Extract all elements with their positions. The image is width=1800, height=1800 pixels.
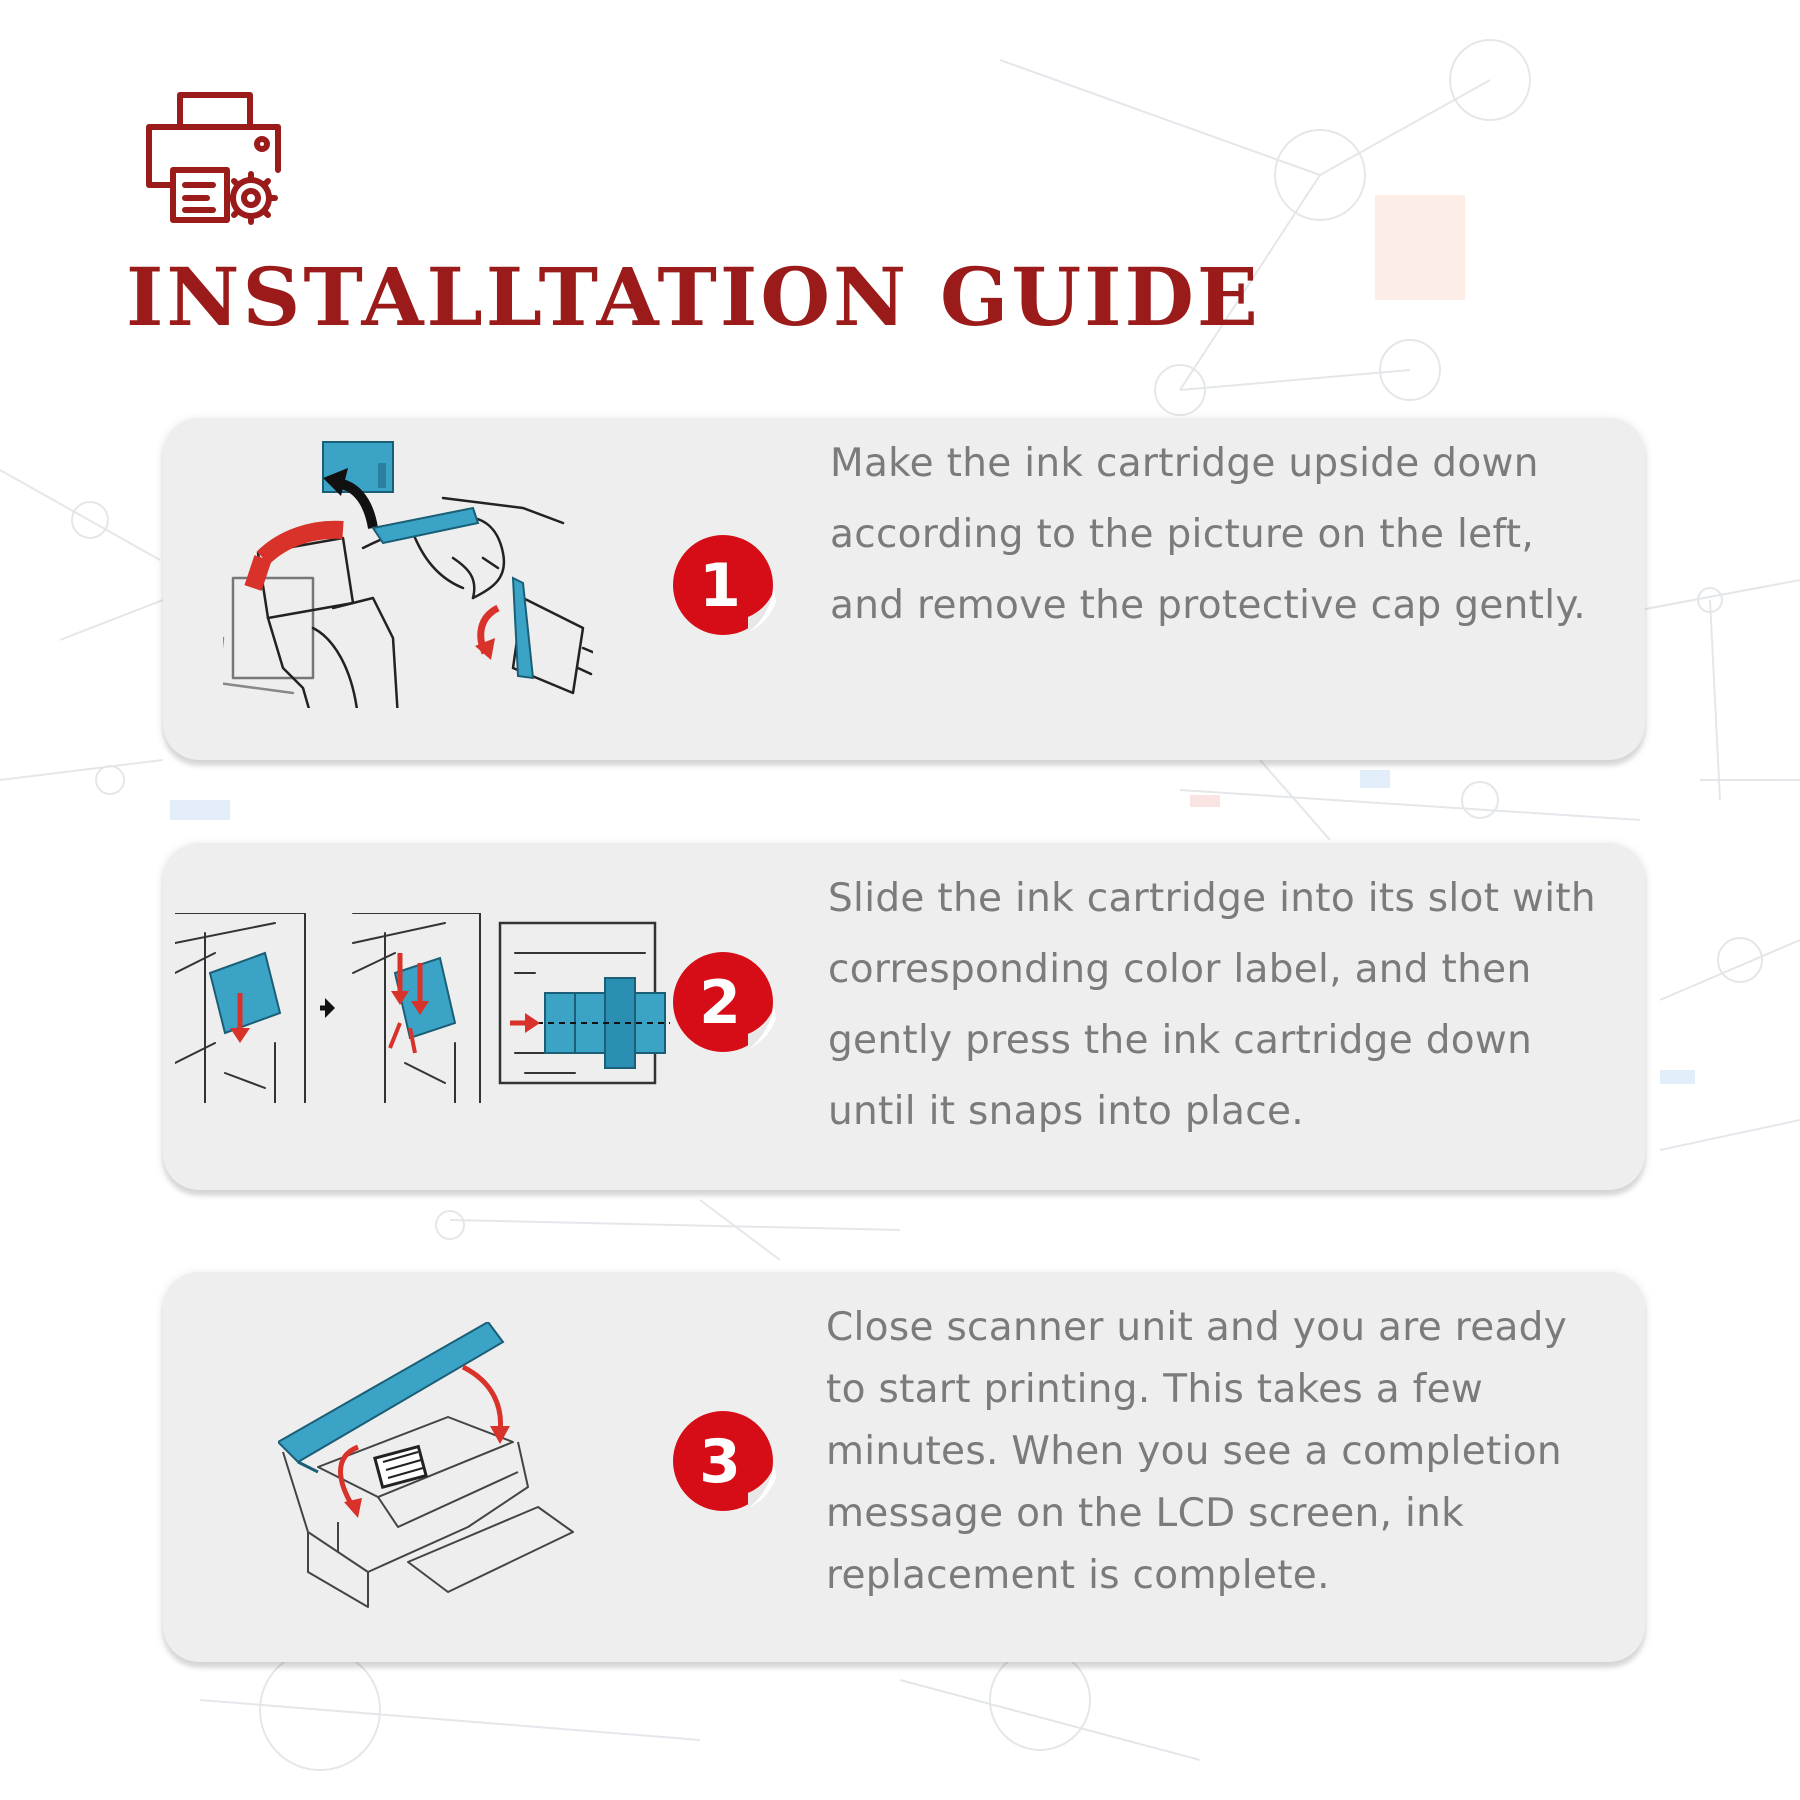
step-3-line: replacement is complete. (826, 1553, 1330, 1598)
step-1-text (830, 428, 1586, 641)
step-1-number: 1 (699, 551, 741, 621)
step-3-number: 3 (699, 1427, 741, 1497)
step-2-badge (670, 949, 780, 1061)
step-2-line: until it snaps into place. (828, 1089, 1304, 1134)
step-3-text (826, 1297, 1567, 1607)
step-2-number: 2 (699, 968, 741, 1038)
step-card-1 (163, 418, 1645, 760)
step-2-line: Slide the ink cartridge into its slot with (828, 876, 1596, 921)
step-card-3 (163, 1272, 1645, 1662)
cartridge-slot-insert-illustration (175, 913, 675, 1103)
step-1-badge (670, 532, 780, 644)
page-title: INSTALLTATION GUIDE (126, 250, 1261, 344)
printer-gear-icon (143, 90, 288, 225)
step-3-line: minutes. When you see a completion (826, 1429, 1562, 1474)
step-3-line: Close scanner unit and you are ready (826, 1305, 1568, 1350)
step-card-2 (163, 843, 1645, 1190)
step-2-line: gently press the ink cartridge down (828, 1018, 1533, 1063)
close-scanner-unit-illustration (278, 1322, 598, 1612)
step-3-line: message on the LCD screen, ink (826, 1491, 1465, 1536)
step-1-line: and remove the protective cap gently. (830, 583, 1586, 628)
step-3-line: to start printing. This takes a few (826, 1367, 1484, 1412)
step-2-line: corresponding color label, and then (828, 947, 1532, 992)
step-3-badge (670, 1408, 780, 1520)
cartridge-cap-removal-illustration (223, 438, 593, 708)
step-1-line: Make the ink cartridge upside down (830, 441, 1539, 486)
step-2-text (828, 863, 1596, 1147)
step-1-line: according to the picture on the left, (830, 512, 1535, 557)
